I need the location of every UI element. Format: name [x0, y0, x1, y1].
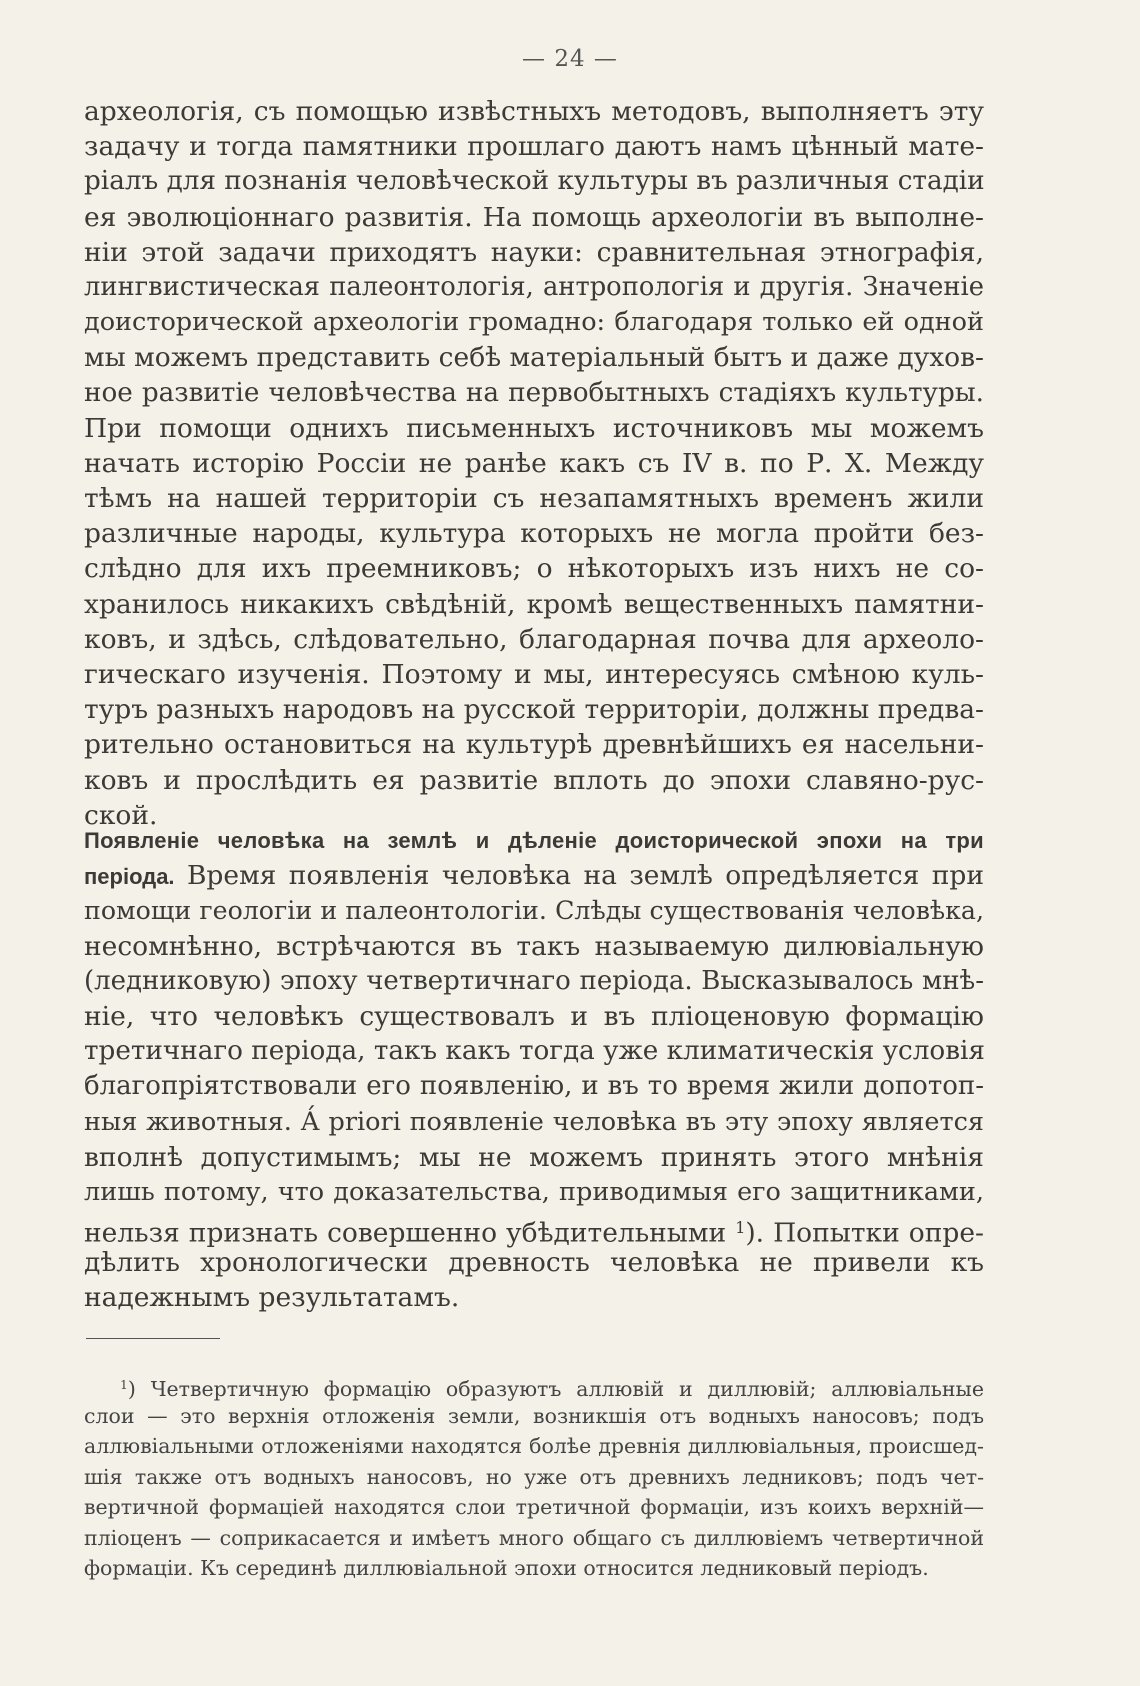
text-line — [84, 858, 984, 893]
footnote-line: вертичной формаціей находятся слои третичной формаціи, изъ коихъ верхній— — [84, 1495, 984, 1519]
text-line: ской. — [84, 799, 158, 831]
text-line: дѣлить хронологически древность человѣка не привели къ — [84, 1247, 984, 1279]
footnote-line: формаціи. Къ серединѣ диллювіальной эпохи относится ледниковый періодъ. — [84, 1556, 929, 1580]
text-line: надежнымъ результатамъ. — [84, 1282, 460, 1314]
footnote-line: пліоценъ — соприкасается и имѣетъ много общаго съ диллювіемъ четвертичной — [84, 1525, 984, 1550]
text-line: (ледниковую) эпоху четвертичнаго періода. Высказывалось мнѣ- — [84, 965, 984, 996]
text-line — [84, 1210, 984, 1249]
footnote-text: ) Четвертичную формацію образуютъ аллювій и диллювій; аллювіальные — [127, 1376, 984, 1401]
section-heading-end: періода. — [84, 864, 175, 890]
text-line: ніе, что человѣкъ существовалъ и въ пліоценовую формацію — [84, 1000, 984, 1032]
paragraph-archaeology — [84, 94, 984, 833]
footnote-reference: 1 — [735, 1218, 746, 1238]
section-heading: Появленіе человѣка на землѣ и дѣленіе доисторической эпохи на три — [84, 828, 984, 853]
footnote-marker: 1 — [120, 1378, 128, 1392]
text-line: рительно остановиться на культурѣ древнѣйшихъ ея насельни- — [84, 729, 984, 761]
footnote-line: слои — это верхнія отложенія земли, возникшія отъ водныхъ наносовъ; подъ — [84, 1403, 984, 1428]
text-line: различные народы, культура которыхъ не могла пройти без- — [84, 518, 984, 550]
footnote — [84, 1370, 984, 1584]
text-line: гическаго изученія. Поэтому и мы, интересуясь смѣною куль- — [84, 659, 984, 690]
text-line: ріалъ для познанія человѣческой культуры въ различныя стадіи — [84, 166, 985, 197]
text-line: начать исторію Россіи не ранѣе какъ съ IV в. по Р. Х. Между — [84, 447, 984, 479]
text-line: археологія, съ помощью извѣстныхъ методовъ, выполняетъ эту — [84, 96, 984, 127]
footnote-divider — [86, 1338, 220, 1339]
paragraph-appearance-of-man — [84, 823, 984, 1316]
text-line: ея эволюціоннаго развитія. На помощь археологіи въ выполне- — [84, 201, 984, 233]
text-line: благопріятствовали его появленію, и въ то время жили допотоп- — [84, 1071, 984, 1102]
text-line: слѣдно для ихъ преемниковъ; о нѣкоторыхъ изъ нихъ не со- — [84, 553, 984, 585]
text-line: вполнѣ допустимымъ; мы не можемъ принять этого мнѣнія — [84, 1141, 984, 1173]
text-line: ковъ и прослѣдить ея развитіе вплоть до эпохи славяно-рус- — [84, 764, 984, 796]
footnote-line: аллювіальными отложеніями находятся болѣе древнія диллювіальныя, происшед- — [84, 1434, 984, 1458]
text-run: ). Попытки опре- — [745, 1217, 984, 1249]
footnote-line: шія также отъ водныхъ наносовъ, но уже отъ древнихъ ледниковъ; подъ чет- — [84, 1464, 984, 1489]
text-line: тѣмъ на нашей территоріи съ незапамятныхъ временъ жили — [84, 483, 984, 515]
text-line: ныя животныя. А́ priori появленіе человѣка въ эту эпоху является — [84, 1106, 984, 1137]
text-line: ное развитіе человѣчества на первобытныхъ стадіяхъ культуры. — [84, 377, 984, 408]
text-line: ніи этой задачи приходятъ науки: сравнительная этнографія, — [84, 236, 984, 268]
text-line: мы можемъ представить себѣ матеріальный бытъ и даже духов- — [84, 342, 985, 374]
text-line: лишь потому, что доказательства, приводимыя его защитниками, — [84, 1176, 984, 1207]
text-line: несомнѣнно, встрѣчаются въ такъ называемую дилювіальную — [84, 930, 984, 962]
page-number: — 24 — — [522, 46, 618, 72]
text-line: помощи геологіи и палеонтологіи. Слѣды существованія человѣка, — [84, 896, 984, 926]
text-line: хранилось никакихъ свѣдѣній, кромѣ вещественныхъ памятни- — [84, 588, 984, 620]
text-line: При помощи однихъ письменныхъ источниковъ мы можемъ — [84, 412, 984, 444]
text-run: Время появленія человѣка на землѣ опредѣляется при — [174, 860, 984, 892]
text-line: задачу и тогда памятники прошлаго даютъ намъ цѣнный мате- — [84, 131, 984, 163]
footnote-line — [84, 1370, 984, 1401]
text-run: нельзя признать совершенно убѣдительными — [84, 1217, 736, 1249]
text-line: доисторической археологіи громадно: благодаря только ей одной — [84, 307, 984, 338]
text-line: ковъ, и здѣсь, слѣдовательно, благодарная почва для археоло- — [84, 623, 984, 655]
text-line: третичнаго періода, такъ какъ тогда уже климатическія условія — [84, 1036, 985, 1067]
text-line: лингвистическая палеонтологія, антропологія и другія. Значеніе — [84, 271, 984, 302]
text-line: туръ разныхъ народовъ на русской территоріи, должны предва- — [84, 694, 984, 726]
